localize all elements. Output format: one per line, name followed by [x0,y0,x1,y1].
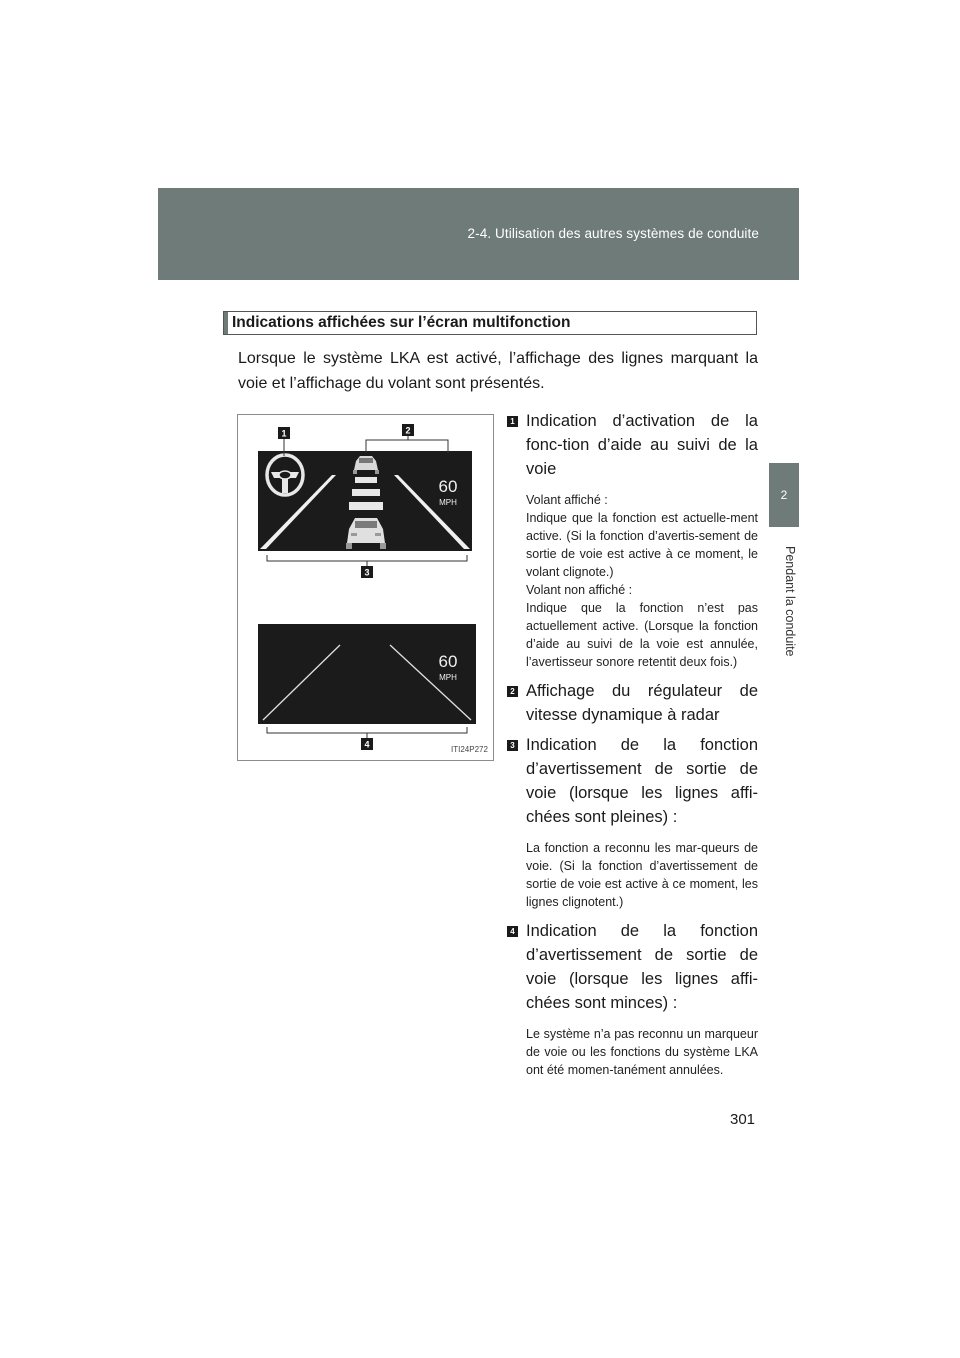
section-heading: Indications affichées sur l’écran multifonction [223,311,757,335]
lane-stripe [349,502,383,510]
page-number: 301 [730,1111,756,1128]
lane-stripe [352,489,380,496]
intro-paragraph: Lorsque le système LKA est activé, l’affichage des lignes marquant la voie et l’affichage du volant sont présentés. [238,350,758,392]
lane-stripe [355,477,377,483]
callout-4-label: 4 [364,739,370,750]
callout-descriptions [506,409,758,1087]
callout-2-label: 2 [405,425,411,436]
display-illustration [237,414,494,761]
item-description: Volant affiché : Indique que la fonction est actuelle-ment active. (Si la fonction d’avertis-sement de sortie de voie est active à ce moment, le volant clignote.) Volant non affiché : Indique que la fonction n’est pas actuellement active. (Lorsque la fonction d’aide au suivi de la voie est annulée, l’avertisseur sonore retentit deux fois.) [526,493,758,669]
chapter-header-band [158,188,799,280]
item-title: Indication de la fonction d’avertissement de sortie de voie (lorsque les lignes affi-chées sont minces) : [526,922,758,1012]
multi-info-display-drawing [238,415,493,760]
speed-unit-bottom: MPH [439,673,457,682]
item-marker: 4 [507,926,518,937]
list-item [506,409,758,671]
chapter-title: 2-4. Utilisation des autres systèmes de conduite [467,226,759,241]
list-item [506,679,758,727]
figure-code: ITI24P272 [451,745,488,754]
item-description: Le système n’a pas reconnu un marqueur de voie ou les fonctions du système LKA ont été momen-tanément annulées. [526,1027,758,1077]
item-marker: 2 [507,686,518,697]
item-title: Indication d’activation de la fonc-tion d’aide au suivi de la voie [526,412,758,478]
list-item [506,919,758,1079]
item-marker: 3 [507,740,518,751]
item-title: Affichage du régulateur de vitesse dynamique à radar [526,682,758,724]
chapter-tab-number: 2 [769,463,799,527]
item-marker: 1 [507,416,518,427]
list-item [506,733,758,911]
item-title: Indication de la fonction d’avertissement de sortie de voie (lorsque les lignes affi-chées sont pleines) : [526,736,758,826]
callout-3-label: 3 [364,567,370,578]
speed-unit-top: MPH [439,498,457,507]
chapter-tab-label: Pendant la conduite [783,546,797,657]
speed-value-top: 60 [438,477,458,496]
item-description: La fonction a reconnu les mar-queurs de voie. (Si la fonction d’avertissement de sortie de voie est active à ce moment, les lignes clignotent.) [526,841,758,909]
speed-value-bottom: 60 [438,652,458,671]
callout-1-label: 1 [281,428,287,439]
